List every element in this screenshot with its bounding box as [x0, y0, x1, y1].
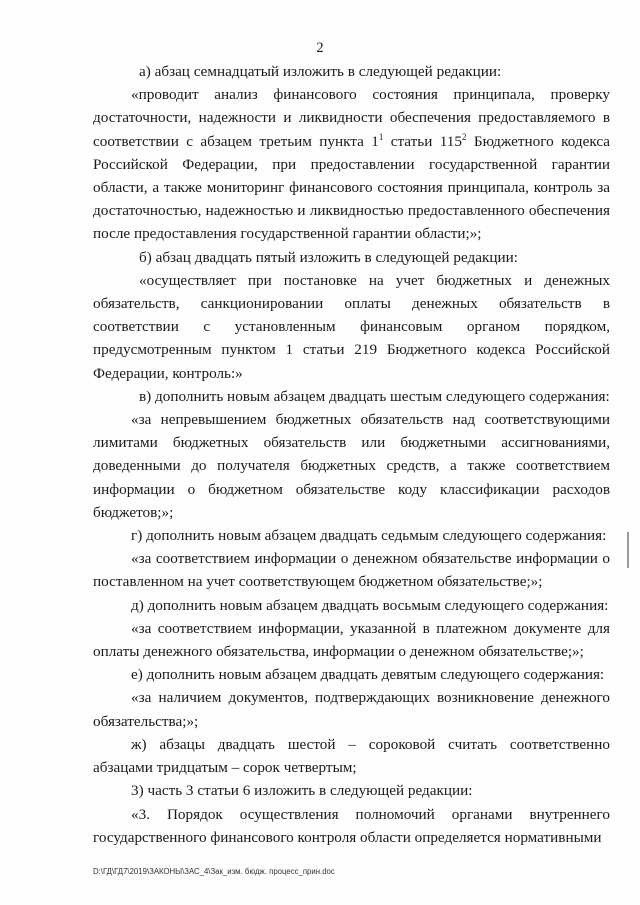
paragraph-b-text: «осуществляет при постановке на учет бюджетных и денежных обязательств, санкционировании оплаты денежных обязательств в соответствии с установленным финансовым органом порядком, предусмотренным пунктом 1 статьи 219 Бюджетного кодекса Российской Федерации, контроль:» [93, 271, 610, 382]
paragraph-d-text: «за соответствием информации, указанной в платежном документе для оплаты денежного обязательства, информации о денежном обязательстве;»; [93, 619, 610, 661]
paragraph-3-text: «3. Порядок осуществления полномочий органами внутреннего государственного финансового контроля области определяется нормативными [93, 805, 610, 846]
paragraph-g-heading: г) дополнить новым абзацем двадцать седьмым следующего содержания: [131, 527, 607, 545]
paragraph-a-text-part1: «проводит анализ финансового состояния принципала, проверку достаточности, надежности и ликвидности обеспечения предоставляемого в соответствии с абзацем третьим пункта 1 [93, 86, 610, 150]
page-number: 2 [316, 40, 324, 56]
paragraph-e-heading: е) дополнить новым абзацем двадцать девятым следующего содержания: [131, 666, 605, 684]
superscript-2: 2 [461, 131, 467, 142]
paragraph-v-text: «за непревышением бюджетных обязательств над соответствующими лимитами бюджетных обязательств или бюджетными ассигнованиями, доведенными до получателя бюджетных средств, а также соответствием информации о бюджетном обязательстве коду классификации расходов бюджетов;»; [93, 411, 610, 521]
footer-file-path: D:\ГД\ГД7\2019\ЗАКОНЫ\ЗАС_4\Зак_изм. бюдж. процесс_прин.doc [93, 867, 335, 876]
paragraph-a-text-part3: Бюджетного кодекса Российской Федерации, при предоставлении государственной гарантии области, а также мониторинг финансового состояния принципала, контроль за достаточностью, надежностью и ликвидностью предоставленного обеспечения после предоставления государственной гарантии области;»; [93, 132, 610, 243]
paragraph-e-text: «за наличием документов, подтверждающих возникновение денежного обязательства;»; [93, 689, 610, 730]
paragraph-a-heading: а) абзац семнадцатый изложить в следующей редакции: [139, 63, 502, 80]
paragraph-d-heading: д) дополнить новым абзацем двадцать восьмым следующего содержания: [131, 596, 609, 614]
document-body [93, 60, 610, 849]
paragraph-a-text-part2: статьи 115 [383, 132, 462, 150]
paragraph-zh-text: ж) абзацы двадцать шестой – сороковой считать соответственно абзацами тридцатым – сорок четвертым; [93, 735, 610, 777]
superscript-1: 1 [378, 131, 384, 142]
paragraph-v-heading: в) дополнить новым абзацем двадцать шестым следующего содержания: [139, 387, 610, 405]
paragraph-3-heading: 3) часть 3 статьи 6 изложить в следующей редакции: [131, 782, 473, 800]
paragraph-b-heading: б) абзац двадцать пятый изложить в следующей редакции: [139, 248, 518, 266]
margin-scan-mark [627, 532, 629, 568]
paragraph-a-text [93, 83, 610, 245]
paragraph-g-text: «за соответствием информации о денежном обязательстве информации о поставленном на учет соответствующем бюджетном обязательстве;»; [93, 550, 610, 591]
